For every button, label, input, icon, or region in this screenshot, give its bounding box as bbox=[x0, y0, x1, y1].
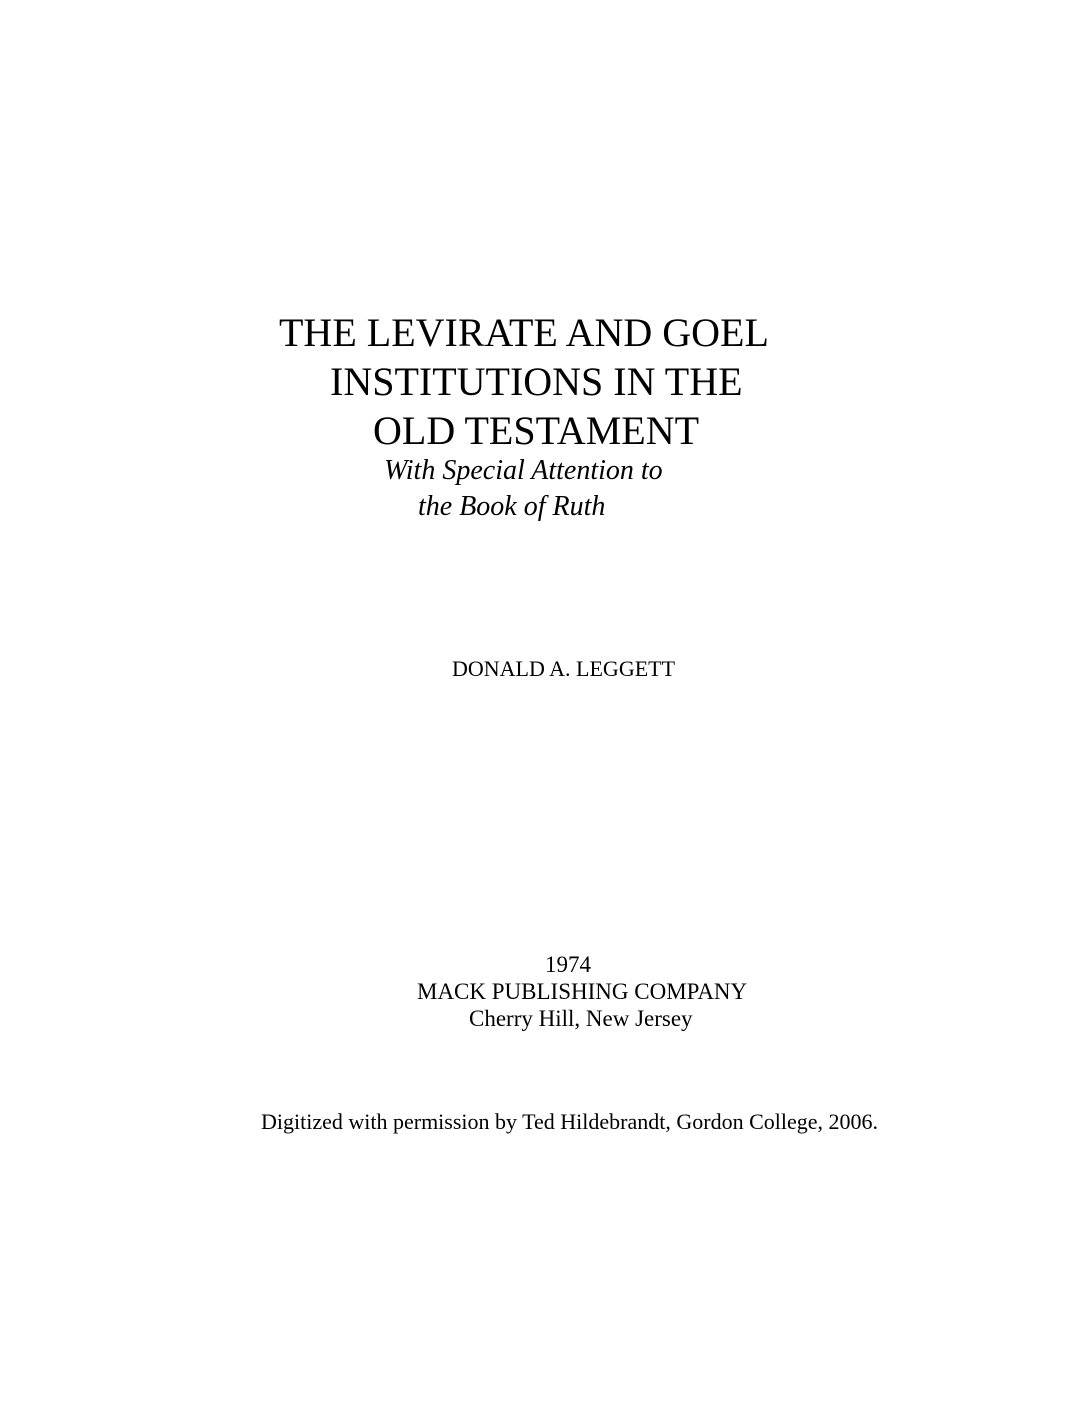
publication-year: 1974 bbox=[545, 952, 591, 977]
book-title-line-2: INSTITUTIONS IN THE bbox=[330, 359, 743, 404]
book-title-line-3: OLD TESTAMENT bbox=[373, 408, 700, 453]
author-name: DONALD A. LEGGETT bbox=[452, 656, 676, 681]
digitization-note: Digitized with permission by Ted Hildebrandt, Gordon College, 2006. bbox=[261, 1109, 879, 1134]
publisher-name: MACK PUBLISHING COMPANY bbox=[417, 979, 748, 1004]
subtitle-line-1: With Special Attention to bbox=[384, 455, 663, 486]
publisher-location: Cherry Hill, New Jersey bbox=[469, 1006, 693, 1031]
subtitle-line-2: the Book of Ruth bbox=[418, 491, 606, 522]
book-title-line-1: THE LEVIRATE AND GOEL bbox=[279, 310, 769, 355]
